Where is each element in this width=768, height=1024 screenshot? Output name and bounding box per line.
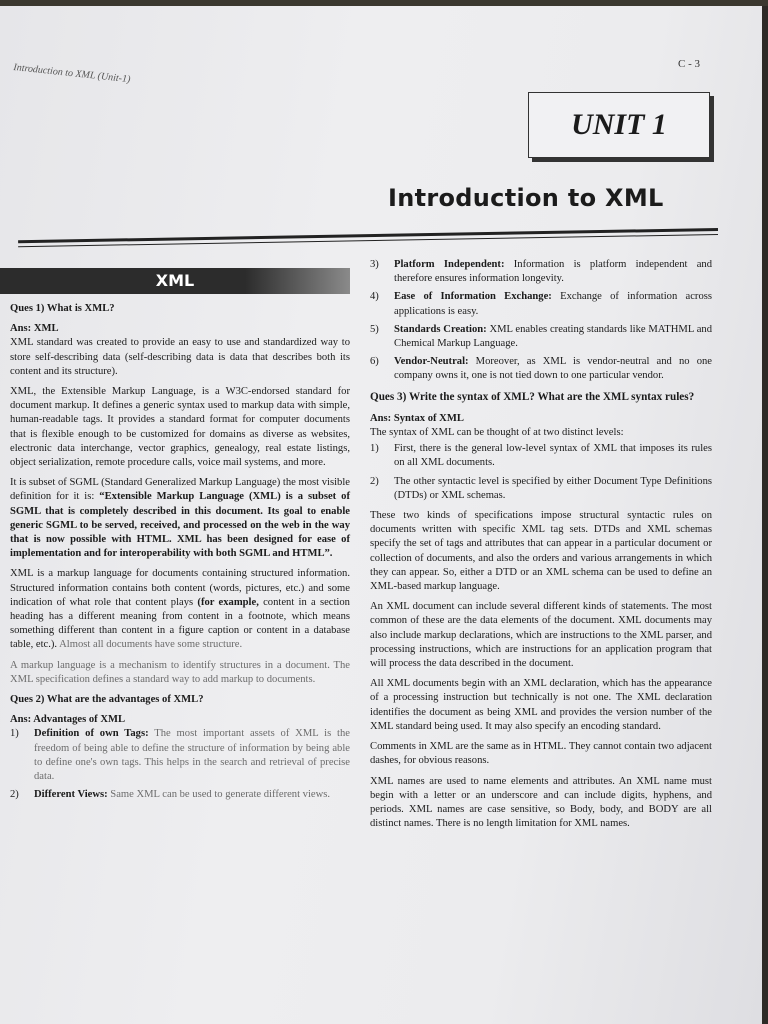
- answer-3-para-4: Comments in XML are the same as in HTML. They cannot contain two adjacent dashes, for obvious reasons.: [370, 741, 712, 767]
- list-item: [370, 442, 712, 470]
- answer-1-para-3: [10, 476, 350, 561]
- list-item: [370, 355, 712, 383]
- item-text: Same XML can be used to generate different views.: [107, 789, 331, 801]
- list-item: [370, 323, 712, 351]
- item-number: 2): [370, 475, 379, 487]
- item-number: 5): [370, 323, 379, 335]
- para-4-continued: content in a section heading has a different meaning from content in a footnote, which means something different than content in a figure caption or content in a database table, etc.).: [10, 596, 350, 651]
- para-4-text: XML is a markup language for documents containing structured information. Structured information contains both content (words, pictures, etc.) and some indication of what role that content plays: [10, 568, 350, 608]
- advantages-list: [10, 727, 350, 802]
- book-page: [0, 6, 762, 1024]
- item-title: Platform Independent:: [394, 259, 505, 270]
- item-title: Ease of Information Exchange:: [394, 291, 552, 303]
- item-text: XML enables creating standards like MATHML and Chemical Markup Language.: [394, 323, 712, 350]
- list-item: [370, 258, 712, 286]
- answer-1-label: Ans: XML: [10, 323, 59, 335]
- list-item: [370, 290, 712, 318]
- list-item: [370, 475, 712, 503]
- question-3: Ques 3) Write the syntax of XML? What are the XML syntax rules?: [370, 390, 695, 403]
- item-number: 6): [370, 356, 379, 368]
- answer-3-intro: The syntax of XML can be thought of at two distinct levels:: [370, 427, 624, 439]
- item-number: 2): [10, 789, 19, 801]
- para-4-example: (for example,: [197, 596, 259, 608]
- sgml-intro: It is subset of SGML (Standard Generalized Markup Language) the most visible definition for it is:: [10, 477, 350, 503]
- answer-1-para-4: [10, 567, 350, 652]
- item-number: 1): [370, 443, 379, 455]
- unit-label-box: [528, 92, 710, 158]
- chapter-title: Introduction to XML: [388, 184, 664, 212]
- syntax-levels-list: [370, 442, 712, 503]
- answer-3-para-5: XML names are used to name elements and attributes. An XML name must begin with a letter or an underscore and can include digits, hyphens, and periods. XML names are case sensitive, so Body, body, and BODY are all distinct names. There is no length limitation for XML names.: [370, 775, 712, 830]
- item-text: First, there is the general low-level syntax of XML that imposes its rules on all XML documents.: [394, 443, 712, 469]
- item-title: Definition of own Tags:: [34, 728, 149, 740]
- answer-1-para-2: XML, the Extensible Markup Language, is a W3C-endorsed standard for document markup. It defines a generic syntax used to markup data with simple, human-readable tags. It provides a standard format for computer documents that is flexible enough to be customized for domains as diverse as websites, electronic data interchange, vector graphics, genealogy, real estate listings, object serialization, remote procedure calls, voice mail systems, and more.: [10, 386, 350, 469]
- item-text: Moreover, as XML is vendor-neutral and no one company owns it, one is not tied down to one particular vendor.: [394, 356, 712, 382]
- list-item: [10, 788, 350, 802]
- item-text: Exchange of information across applications is easy.: [394, 291, 712, 317]
- item-text: The other syntactic level is specified by either Document Type Definitions (DTDs) or XML schemas.: [394, 475, 712, 501]
- answer-3-para-1: These two kinds of specifications impose structural syntactic rules on documents written with specific XML tag sets. DTDs and XML schemas specify the set of tags and attributes that can appear in a particular document or collection of documents, and also the orders and various arrangements in which they can appear. So, either a DTD or an XML schema can be used to define an XML-based markup language.: [370, 510, 712, 593]
- para-4-end: Almost all documents have some structure.: [59, 639, 243, 651]
- answer-2-label: Ans: Advantages of XML: [10, 714, 126, 726]
- answer-3-para-3: All XML documents begin with an XML declaration, which has the appearance of a processing instruction but technically is not one. The XML declaration identifies the document as being XML and provides the version number of the XML standard being used. It may also specify an encoding standard.: [370, 678, 712, 732]
- question-2: Ques 2) What are the advantages of XML?: [10, 694, 204, 706]
- answer-1-para-1: XML standard was created to provide an easy to use and standardized way to store self-describing data (self-describing data is data that describes both its content and its structure).: [10, 337, 350, 377]
- right-column: [370, 258, 712, 837]
- section-banner-label: XML: [155, 270, 195, 290]
- item-title: Different Views:: [34, 789, 108, 801]
- answer-3-para-2: An XML document can include several different kinds of statements. The most common of these are the data elements of the document. XML documents may also include markup declarations, which are instructions to the XML parser, and processing instructions, which are instructions for an application program that will process the data described in the document.: [370, 601, 712, 670]
- item-title: Standards Creation:: [394, 323, 487, 335]
- advantages-list-continued: [370, 258, 712, 384]
- question-1: Ques 1) What is XML?: [10, 303, 115, 314]
- answer-1-para-5: A markup language is a mechanism to identify structures in a document. The XML specification defines a standard way to add markup to documents.: [10, 659, 350, 685]
- item-number: 3): [370, 259, 379, 270]
- left-column: [10, 268, 350, 809]
- item-title: Vendor-Neutral:: [394, 356, 469, 368]
- answer-3-label: Ans: Syntax of XML: [370, 412, 464, 424]
- unit-label: UNIT 1: [571, 108, 667, 141]
- item-text: Information is platform independent and therefore ensures information longevity.: [394, 259, 712, 285]
- item-text: The most important assets of XML is the freedom of being able to define the structure of information by being able to define one's own tags. This helps in the search and retrieval of precise data.: [34, 728, 350, 783]
- sgml-quote: “Extensible Markup Language (XML) is a subset of SGML that is completely described in this document. Its goal to enable generic SGML to be served, received, and processed on the web in the way that is now possible with HTML. XML has been designed for ease of implementation and for interoperability with both SGML and HTML”.: [10, 491, 350, 560]
- list-item: [10, 727, 350, 784]
- running-head: Introduction to XML (Unit-1): [12, 62, 131, 86]
- item-number: 4): [370, 291, 379, 303]
- section-banner: [0, 268, 350, 294]
- item-number: 1): [10, 728, 19, 740]
- page-number: C - 3: [678, 58, 700, 70]
